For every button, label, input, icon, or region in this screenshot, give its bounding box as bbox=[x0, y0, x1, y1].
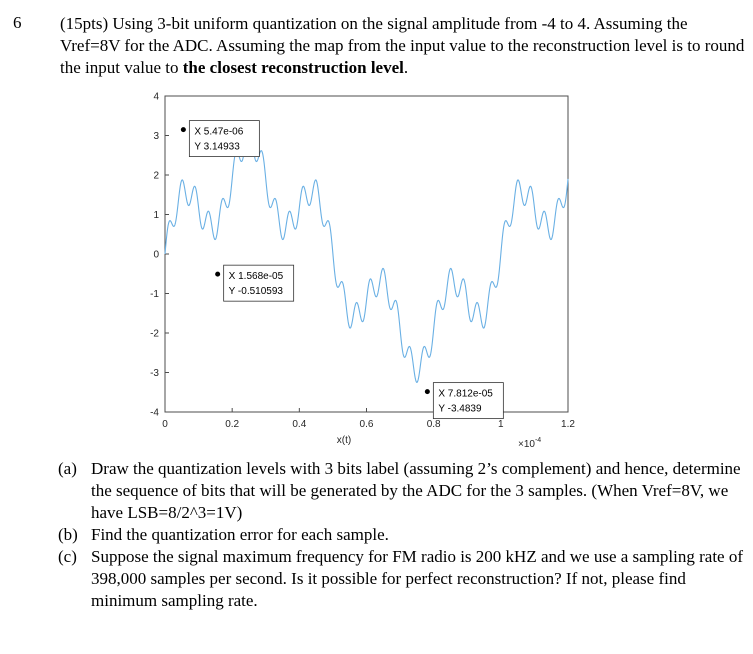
datatip-marker[interactable] bbox=[215, 272, 220, 277]
question-intro: (15pts) Using 3-bit uniform quantization on the signal amplitude from -4 to 4. Assuming the Vref=8V for the ADC. Assuming the map from the input value to the reconstruction level is to round the input value to bbox=[60, 14, 745, 77]
x-tick-label: 0.2 bbox=[225, 419, 240, 430]
part-c-text: Suppose the signal maximum frequency for FM radio is 200 kHZ and we use a sampling rate of 398,000 samples per second. Is it possible for perfect reconstruction? If not, please find minimum sampling rate. bbox=[91, 547, 744, 610]
part-a-text: Draw the quantization levels with 3 bits label (assuming 2’s complement) and hence, determine the sequence of bits that will be generated by the ADC for the 3 samples. (When Vref=8V, we have LSB=8/2^3=1V) bbox=[91, 459, 741, 522]
y-tick-label: -3 bbox=[150, 368, 159, 379]
x-tick-label: 0 bbox=[162, 419, 168, 430]
datatip-x-text: X 1.568e-05 bbox=[228, 271, 284, 283]
x-tick-label: 1.2 bbox=[561, 419, 575, 430]
part-b bbox=[58, 524, 748, 546]
question-parts bbox=[58, 458, 748, 612]
datatip-x-text: X 5.47e-06 bbox=[194, 126, 244, 138]
part-a-label: (a) bbox=[58, 459, 77, 478]
x-scale-exponent: -4 bbox=[534, 437, 542, 444]
part-b-label: (b) bbox=[58, 525, 78, 544]
x-scale-base: ×10 bbox=[518, 439, 535, 450]
x-axis-scale bbox=[518, 437, 541, 450]
datatip-x-text: X 7.812e-05 bbox=[438, 388, 493, 400]
y-tick-label: -2 bbox=[150, 328, 159, 340]
x-tick-label: 0.4 bbox=[292, 419, 307, 430]
y-tick-label: 4 bbox=[153, 91, 159, 103]
x-tick-label: 0.6 bbox=[359, 419, 374, 430]
y-tick-label: -1 bbox=[150, 289, 159, 300]
question-end: . bbox=[403, 58, 409, 77]
x-axis-label: x(t) bbox=[336, 435, 352, 446]
part-b-text: Find the quantization error for each sample. bbox=[91, 525, 389, 544]
part-c-label: (c) bbox=[58, 547, 77, 566]
datatip-marker[interactable] bbox=[425, 389, 430, 394]
y-tick-label: -4 bbox=[150, 407, 159, 419]
question-text bbox=[60, 13, 750, 79]
y-tick-label: 1 bbox=[153, 210, 159, 221]
x-tick-label: 0.8 bbox=[426, 419, 441, 430]
question-emphasis: the closest reconstruction level bbox=[182, 58, 404, 77]
part-c bbox=[58, 546, 748, 612]
question-number: 6 bbox=[13, 13, 22, 32]
part-a bbox=[58, 458, 748, 524]
y-tick-label: 3 bbox=[153, 131, 159, 142]
y-tick-label: 0 bbox=[153, 249, 159, 261]
x-tick-label: 1 bbox=[498, 419, 504, 430]
datatip-marker[interactable] bbox=[181, 127, 186, 132]
signal-plot bbox=[140, 90, 580, 455]
datatip-y-text: Y 3.14933 bbox=[194, 141, 240, 153]
y-tick-label: 2 bbox=[153, 170, 159, 182]
datatip-y-text: Y -3.4839 bbox=[438, 403, 482, 415]
signal-plot-figure bbox=[140, 90, 580, 455]
datatip-y-text: Y -0.510593 bbox=[228, 286, 283, 298]
